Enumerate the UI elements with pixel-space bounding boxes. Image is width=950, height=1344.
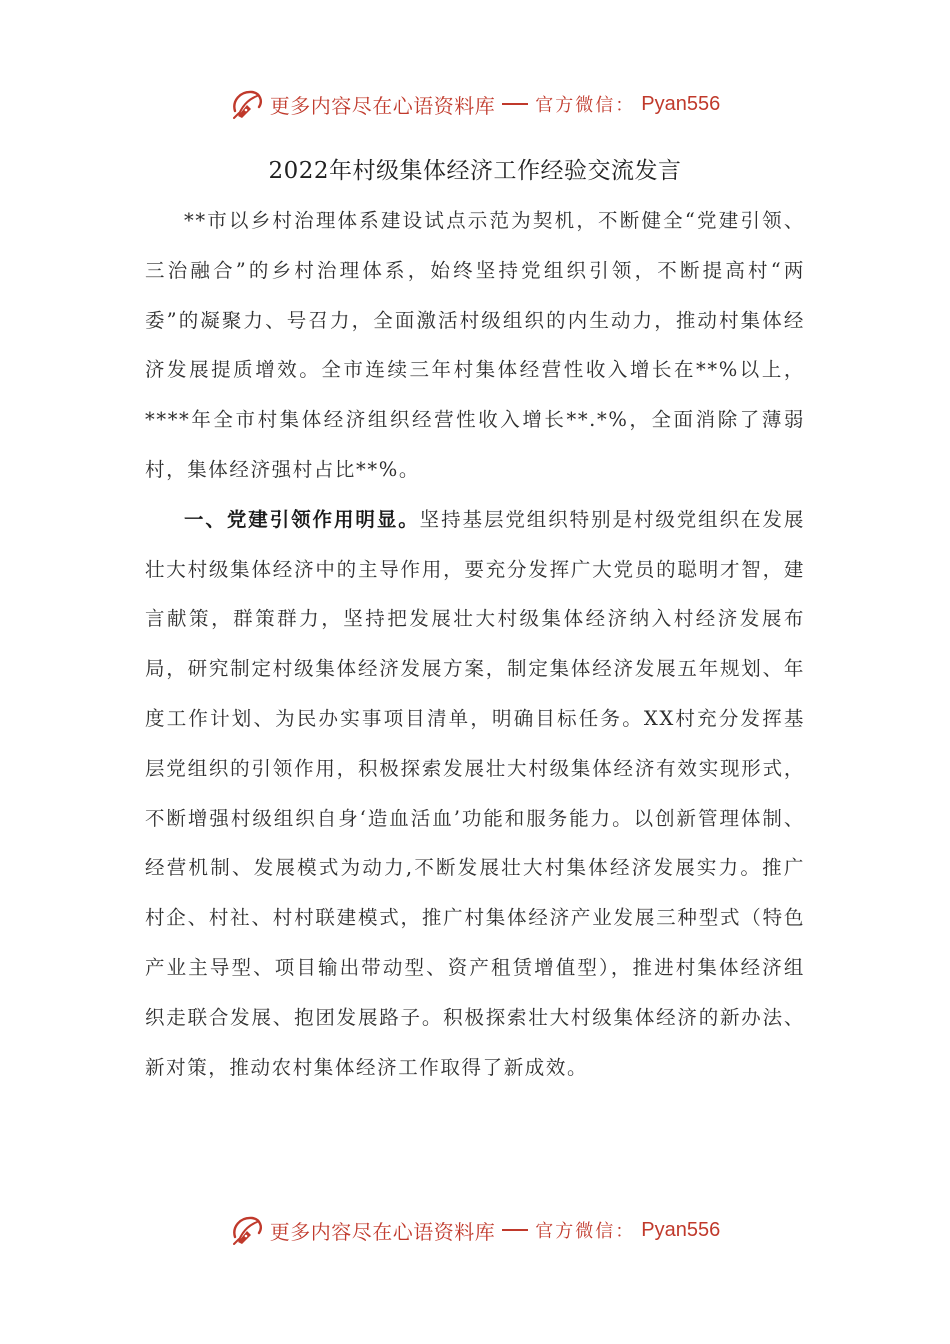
- section-1-paragraph: [145, 495, 805, 1093]
- header-watermark: [0, 84, 950, 124]
- intro-paragraph: **市以乡村治理体系建设试点示范为契机，不断健全“党建引领、三治融合”的乡村治理体系，始终坚持党组织引领，不断提高村“两委”的凝聚力、号召力，全面激活村级组织的内生动力，推动村集体经济发展提质增效。全市连续三年村集体经营性收入增长在**%以上，****年全市村集体经济组织经营性收入增长**.*%，全面消除了薄弱村，集体经济强村占比**%。: [145, 209, 805, 481]
- watermark-wechat-id: Pyan556: [641, 92, 721, 115]
- section-1-body: 坚持基层党组织特别是村级党组织在发展壮大村级集体经济中的主导作用，要充分发挥广大党员的聪明才智，建言献策，群策群力，坚持把发展壮大村级集体经济纳入村经济发展布局，研究制定村级集体经济发展方案，制定集体经济发展五年规划、年度工作计划、为民办实事项目清单，明确目标任务。XX村充分发挥基层党组织的引领作用，积极探索发展壮大村级集体经济有效实现形式，不断增强村级组织自身‘造血活血’功能和服务能力。以创新管理体制、经营机制、发展模式为动力,不断发展壮大村集体经济发展实力。推广村企、村社、村村联建模式，推广村集体经济产业发展三种型式（特色产业主导型、项目输出带动型、资产租赁增值型），推进村集体经济组织走联合发展、抱团发展路子。积极探索壮大村级集体经济的新办法、新对策，推动农村集体经济工作取得了新成效。: [145, 507, 805, 1079]
- watermark-brand-text: 更多内容尽在心语资料库: [269, 1219, 496, 1244]
- watermark-dash: [502, 103, 528, 105]
- watermark-official-label: 官方微信：: [535, 1221, 636, 1242]
- fountain-pen-logo-icon: [230, 87, 264, 121]
- document-title: 2022年村级集体经济工作经验交流发言: [268, 158, 682, 184]
- watermark-wechat-id: Pyan556: [641, 1218, 721, 1241]
- watermark-dash: [502, 1229, 528, 1231]
- footer-watermark: [0, 1210, 950, 1250]
- watermark-official-label: 官方微信：: [535, 95, 636, 116]
- watermark-brand-text: 更多内容尽在心语资料库: [269, 93, 496, 118]
- fountain-pen-logo-icon: [230, 1213, 264, 1247]
- document-body: [145, 196, 805, 1092]
- section-1-heading: 一、党建引领作用明显。: [184, 507, 420, 531]
